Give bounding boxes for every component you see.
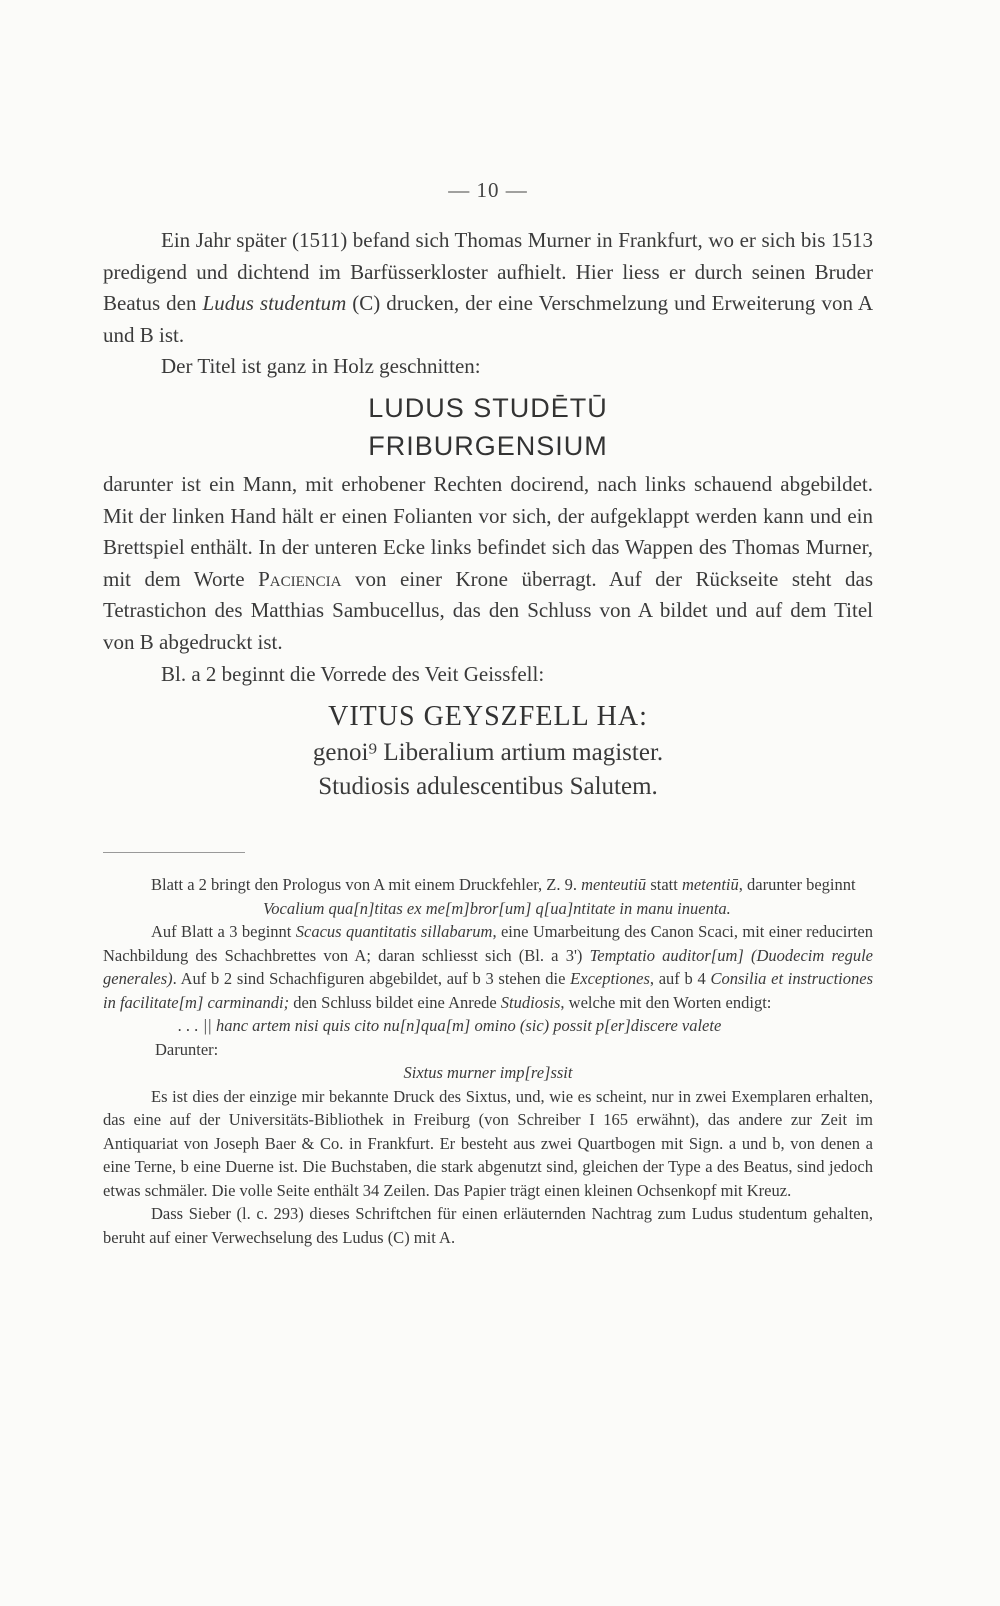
paragraph-2: Der Titel ist ganz in Holz geschnitten:: [161, 354, 481, 379]
main-text: [103, 225, 873, 804]
note-1: Blatt a 2 bringt den Prologus von A mit einem Druckfehler, Z. 9. menteutiū statt metentiū, darunter beginnt: [151, 875, 856, 894]
woodcut-title: [103, 389, 873, 465]
footnote-rule: [103, 852, 245, 853]
small-caps-word: Paciencia: [258, 566, 342, 591]
page-number: — 10 —: [448, 178, 528, 202]
notes-section: [103, 873, 873, 1249]
note-3: Es ist dies der einzige mir bekannte Druck des Sixtus, und, wie es scheint, nur in zwei Exemplaren erhalten, das eine auf der Universitäts-Bibliothek in Freiburg (von Schreiber I 165 erwähnt), das andere zur Zeit im Antiquariat von Joseph Baer & Co. in Frankfurt. Er besteht aus zwei Quartbogen mit Sign. a und b, von denen a eine Terne, b eine Duerne ist. Die Buchstaben, die stark abgenutzt sind, gleichen der Type a des Beatus, sind jedoch etwas schmäler. Die volle Seite enthält 34 Zeilen. Das Papier trägt einen kleinen Ochsenkopf mit Kreuz.: [103, 1086, 873, 1200]
note-2-quote: . . . || hanc artem nisi quis cito nu[n]qua[m] omino (sic) possit p[er]discere valete: [178, 1016, 722, 1035]
vitus-line-3: Studiosis adulescentibus Salutem.: [318, 773, 658, 801]
paragraph-1: Ein Jahr später (1511) befand sich Thomas Murner in Frankfurt, wo er sich bis 1513 predigend und dichtend im Barfüsserkloster aufhielt. Hier liess er durch seinen Bruder Beatus den Ludus studentum (C) drucken, der eine Verschmelzung und Erweiterung von A und B ist.: [103, 228, 873, 347]
title-line-2: FRIBURGENSIUM: [368, 430, 608, 461]
note-2: Auf Blatt a 3 beginnt Scacus quantitatis sillabarum, eine Umarbeitung des Canon Scaci, mit einer reducirten Nachbildung des Schachbrettes von A; daran schliesst sich (Bl. a 3') Temptatio auditor[um] (Duodecim regule generales). Auf b 2 sind Schachfiguren abgebildet, auf b 3 stehen die Exceptiones, auf b 4 Consilia et instructiones in facilitate[m] carminandi; den Schluss bildet eine Anrede Studiosis, welche mit den Worten endigt:: [103, 922, 874, 1012]
vitus-heading: VITUS GEYSZFELL HA:: [328, 701, 648, 733]
note-4: Dass Sieber (l. c. 293) dieses Schriftchen für einen erläuternden Nachtrag zum Ludus studentum gehalten, beruht auf einer Verwechselung des Ludus (C) mit A.: [103, 1204, 873, 1247]
title-line-1: LUDUS STUDĒTŪ: [368, 392, 608, 423]
sixtus-imprint: Sixtus murner imp[re]ssit: [403, 1063, 573, 1082]
note-1-quote: Vocalium qua[n]titas ex me[m]bror[um] q[ua]ntitate in manu inuenta.: [263, 898, 731, 918]
vitus-line-2: genoi⁹ Liberalium artium magister.: [312, 739, 664, 767]
darunter-label: Darunter:: [155, 1039, 219, 1059]
paragraph-4: Bl. a 2 beginnt die Vorrede des Veit Geissfell:: [161, 661, 545, 686]
paragraph-3: darunter ist ein Mann, mit erhobener Rechten docirend, nach links schauend abgebildet. Mit der linken Hand hält er einen Folianten vor sich, der aufgeklappt werden kann und ein Brettspiel enthält. In der unteren Ecke links befindet sich das Wappen des Thomas Murner, mit dem Worte Paciencia von einer Krone überragt. Auf der Rückseite steht das Tetrastichon des Matthias Sambucellus, das den Schluss von A bildet und auf dem Titel von B abgedruckt ist.: [103, 471, 873, 654]
italic-title: Ludus studentum: [202, 291, 347, 316]
